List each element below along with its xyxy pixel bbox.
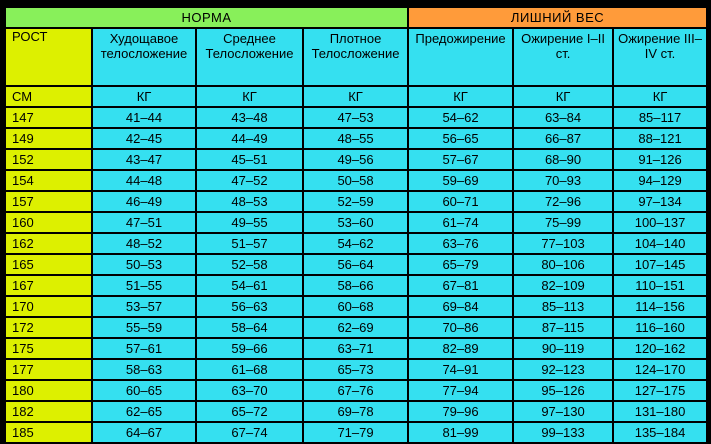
- weight-range-cell: 64–67: [93, 423, 195, 442]
- header-obesity-3-4: Ожирение III–IV ст.: [614, 29, 706, 85]
- weight-range-cell: 56–63: [197, 297, 302, 316]
- weight-range-cell: 70–86: [409, 318, 512, 337]
- weight-range-cell: 65–73: [304, 360, 407, 379]
- weight-range-cell: 50–53: [93, 255, 195, 274]
- weight-range-cell: 92–123: [514, 360, 612, 379]
- weight-range-cell: 47–51: [93, 213, 195, 232]
- weight-range-cell: 127–175: [614, 381, 706, 400]
- weight-range-cell: 75–99: [514, 213, 612, 232]
- weight-range-cell: 97–130: [514, 402, 612, 421]
- weight-range-cell: 77–94: [409, 381, 512, 400]
- weight-range-cell: 41–44: [93, 108, 195, 127]
- weight-range-cell: 80–106: [514, 255, 612, 274]
- row-height-cell: 162: [6, 234, 91, 253]
- weight-range-cell: 51–57: [197, 234, 302, 253]
- header-pre-obesity: Предожирение: [409, 29, 512, 85]
- row-height-cell: 172: [6, 318, 91, 337]
- row-height-cell: 149: [6, 129, 91, 148]
- weight-range-cell: 74–91: [409, 360, 512, 379]
- table-row: [6, 255, 706, 274]
- weight-range-cell: 94–129: [614, 171, 706, 190]
- weight-range-cell: 50–58: [304, 171, 407, 190]
- weight-range-cell: 110–151: [614, 276, 706, 295]
- weight-range-cell: 69–84: [409, 297, 512, 316]
- unit-kg: КГ: [304, 87, 407, 106]
- weight-range-cell: 67–81: [409, 276, 512, 295]
- weight-range-cell: 58–64: [197, 318, 302, 337]
- group-header-row: [6, 8, 706, 27]
- weight-range-cell: 59–66: [197, 339, 302, 358]
- weight-range-cell: 72–96: [514, 192, 612, 211]
- weight-range-cell: 65–72: [197, 402, 302, 421]
- header-dense-build: Плотное Телосложение: [304, 29, 407, 85]
- weight-range-cell: 114–156: [614, 297, 706, 316]
- weight-range-cell: 52–58: [197, 255, 302, 274]
- row-height-cell: 177: [6, 360, 91, 379]
- row-height-cell: 180: [6, 381, 91, 400]
- table-row: [6, 234, 706, 253]
- weight-range-cell: 44–48: [93, 171, 195, 190]
- table-row: [6, 360, 706, 379]
- unit-kg: КГ: [614, 87, 706, 106]
- weight-range-cell: 53–57: [93, 297, 195, 316]
- table-row: [6, 213, 706, 232]
- weight-range-cell: 88–121: [614, 129, 706, 148]
- weight-range-cell: 57–61: [93, 339, 195, 358]
- table-row: [6, 381, 706, 400]
- weight-range-cell: 56–64: [304, 255, 407, 274]
- table-row: [6, 108, 706, 127]
- weight-range-cell: 68–90: [514, 150, 612, 169]
- table-row: [6, 276, 706, 295]
- unit-kg: КГ: [93, 87, 195, 106]
- row-height-cell: 175: [6, 339, 91, 358]
- table-row: [6, 297, 706, 316]
- weight-range-cell: 90–119: [514, 339, 612, 358]
- table-row: [6, 402, 706, 421]
- weight-range-cell: 61–68: [197, 360, 302, 379]
- weight-range-cell: 58–63: [93, 360, 195, 379]
- weight-range-cell: 65–79: [409, 255, 512, 274]
- weight-range-cell: 49–56: [304, 150, 407, 169]
- weight-range-cell: 46–49: [93, 192, 195, 211]
- weight-range-cell: 43–48: [197, 108, 302, 127]
- row-height-cell: 157: [6, 192, 91, 211]
- unit-kg: КГ: [197, 87, 302, 106]
- weight-range-cell: 43–47: [93, 150, 195, 169]
- weight-range-cell: 85–113: [514, 297, 612, 316]
- weight-range-cell: 67–74: [197, 423, 302, 442]
- header-obesity-1-2: Ожирение I–II ст.: [514, 29, 612, 85]
- table-row: [6, 129, 706, 148]
- table-row: [6, 150, 706, 169]
- header-thin-build: Худощавое телосложение: [93, 29, 195, 85]
- weight-range-cell: 54–62: [409, 108, 512, 127]
- row-height-cell: 152: [6, 150, 91, 169]
- weight-range-cell: 69–78: [304, 402, 407, 421]
- weight-range-cell: 57–67: [409, 150, 512, 169]
- weight-range-cell: 61–74: [409, 213, 512, 232]
- weight-range-cell: 99–133: [514, 423, 612, 442]
- weight-range-cell: 77–103: [514, 234, 612, 253]
- weight-range-cell: 100–137: [614, 213, 706, 232]
- weight-range-cell: 60–65: [93, 381, 195, 400]
- weight-range-cell: 60–68: [304, 297, 407, 316]
- weight-range-cell: 47–53: [304, 108, 407, 127]
- row-height-cell: 147: [6, 108, 91, 127]
- weight-range-cell: 97–134: [614, 192, 706, 211]
- weight-range-cell: 67–76: [304, 381, 407, 400]
- weight-range-cell: 48–52: [93, 234, 195, 253]
- row-height-cell: 167: [6, 276, 91, 295]
- row-height-cell: 154: [6, 171, 91, 190]
- weight-range-cell: 63–70: [197, 381, 302, 400]
- weight-range-cell: 53–60: [304, 213, 407, 232]
- weight-range-cell: 52–59: [304, 192, 407, 211]
- weight-range-cell: 62–65: [93, 402, 195, 421]
- weight-range-cell: 63–76: [409, 234, 512, 253]
- weight-range-cell: 81–99: [409, 423, 512, 442]
- unit-kg: КГ: [514, 87, 612, 106]
- weight-range-cell: 85–117: [614, 108, 706, 127]
- weight-range-cell: 116–160: [614, 318, 706, 337]
- weight-range-cell: 59–69: [409, 171, 512, 190]
- weight-range-cell: 47–52: [197, 171, 302, 190]
- column-header-row: [6, 29, 706, 85]
- weight-range-cell: 54–62: [304, 234, 407, 253]
- weight-range-cell: 62–69: [304, 318, 407, 337]
- weight-range-cell: 48–55: [304, 129, 407, 148]
- weight-range-cell: 135–184: [614, 423, 706, 442]
- row-height-cell: 182: [6, 402, 91, 421]
- weight-height-table: [4, 6, 708, 444]
- group-excess-header: ЛИШНИЙ ВЕС: [409, 8, 706, 27]
- weight-range-cell: 91–126: [614, 150, 706, 169]
- weight-range-cell: 131–180: [614, 402, 706, 421]
- row-height-cell: 185: [6, 423, 91, 442]
- weight-range-cell: 58–66: [304, 276, 407, 295]
- header-medium-build: Среднее Телосложение: [197, 29, 302, 85]
- table-row: [6, 171, 706, 190]
- header-rost: РОСТ: [6, 29, 91, 85]
- weight-range-cell: 42–45: [93, 129, 195, 148]
- row-height-cell: 165: [6, 255, 91, 274]
- weight-range-cell: 44–49: [197, 129, 302, 148]
- weight-range-cell: 82–89: [409, 339, 512, 358]
- weight-range-cell: 66–87: [514, 129, 612, 148]
- table-row: [6, 339, 706, 358]
- weight-range-cell: 95–126: [514, 381, 612, 400]
- weight-range-cell: 55–59: [93, 318, 195, 337]
- weight-range-cell: 82–109: [514, 276, 612, 295]
- weight-range-cell: 104–140: [614, 234, 706, 253]
- unit-kg: КГ: [409, 87, 512, 106]
- weight-range-cell: 60–71: [409, 192, 512, 211]
- weight-range-cell: 87–115: [514, 318, 612, 337]
- weight-range-cell: 54–61: [197, 276, 302, 295]
- group-norm-header: НОРМА: [6, 8, 407, 27]
- table-row: [6, 192, 706, 211]
- row-height-cell: 160: [6, 213, 91, 232]
- weight-range-cell: 45–51: [197, 150, 302, 169]
- weight-range-cell: 107–145: [614, 255, 706, 274]
- weight-range-cell: 56–65: [409, 129, 512, 148]
- weight-range-cell: 124–170: [614, 360, 706, 379]
- table-row: [6, 318, 706, 337]
- weight-range-cell: 71–79: [304, 423, 407, 442]
- weight-range-cell: 51–55: [93, 276, 195, 295]
- units-row: [6, 87, 706, 106]
- unit-cm: СМ: [6, 87, 91, 106]
- weight-range-cell: 120–162: [614, 339, 706, 358]
- weight-range-cell: 48–53: [197, 192, 302, 211]
- weight-range-cell: 79–96: [409, 402, 512, 421]
- weight-range-cell: 49–55: [197, 213, 302, 232]
- table-row: [6, 423, 706, 442]
- row-height-cell: 170: [6, 297, 91, 316]
- weight-range-cell: 70–93: [514, 171, 612, 190]
- weight-range-cell: 63–71: [304, 339, 407, 358]
- weight-range-cell: 63–84: [514, 108, 612, 127]
